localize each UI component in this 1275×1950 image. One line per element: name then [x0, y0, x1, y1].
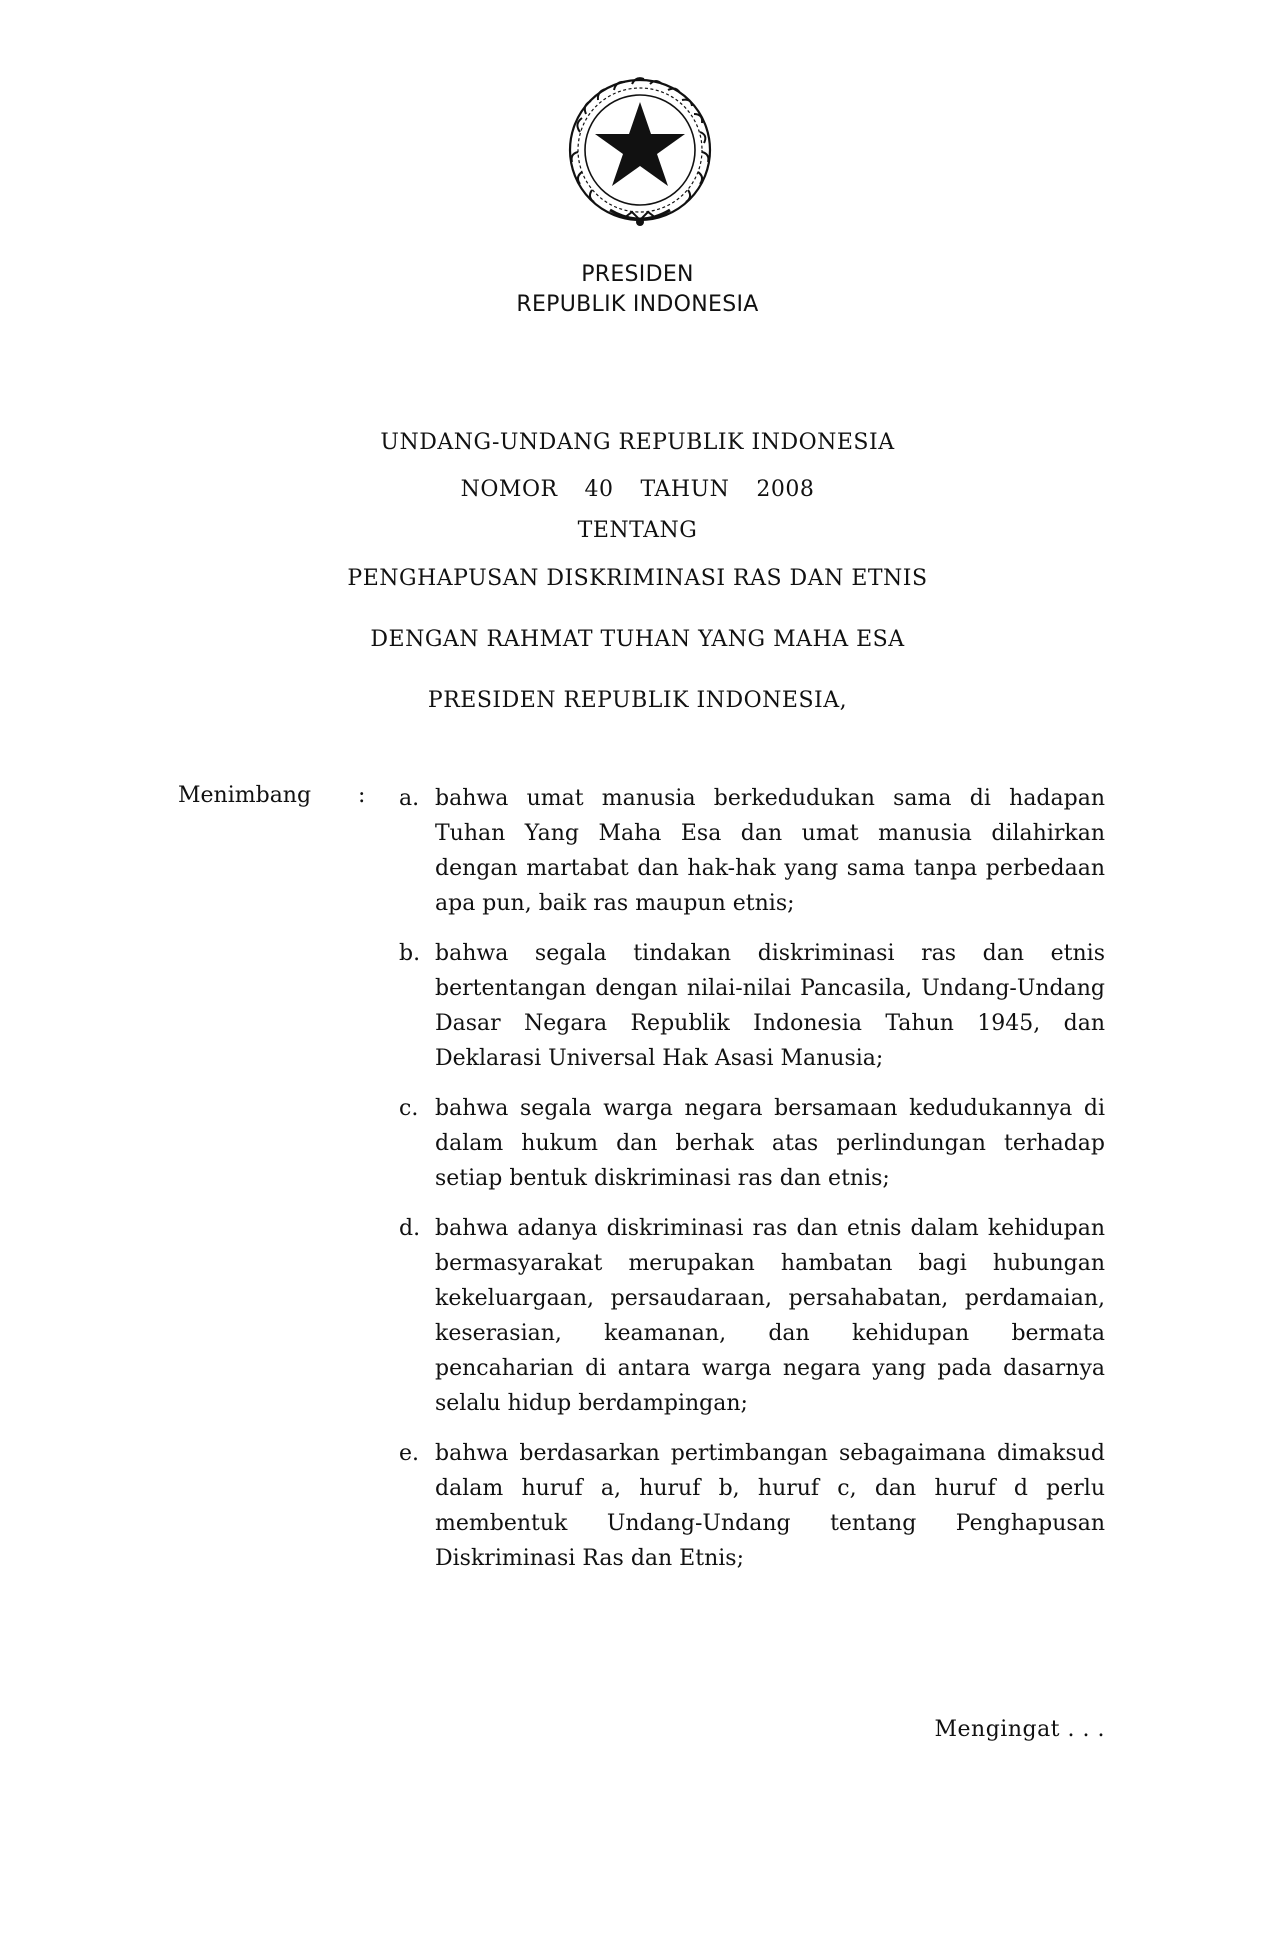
list-item: [380, 781, 1105, 921]
item-text: bahwa berdasarkan pertimbangan sebagaimana dimaksud dalam huruf a, huruf b, huruf c, dan huruf d perlu membentuk Undang-Undang tentang Penghapusan Diskriminasi Ras dan Etnis;: [435, 1441, 1105, 1571]
item-text: bahwa segala tindakan diskriminasi ras dan etnis bertentangan dengan nilai-nilai Pancasila, Undang-Undang Dasar Negara Republik Indonesia Tahun 1945, dan Deklarasi Universal Hak Asasi Manusia;: [435, 941, 1105, 1071]
item-letter: b.: [399, 941, 421, 966]
law-subject: PENGHAPUSAN DISKRIMINASI RAS DAN ETNIS: [347, 566, 928, 591]
blessing-line: DENGAN RAHMAT TUHAN YANG MAHA ESA: [370, 627, 905, 652]
list-item: [380, 1091, 1105, 1196]
item-text: bahwa umat manusia berkedudukan sama di hadapan Tuhan Yang Maha Esa dan umat manusia dilahirkan dengan martabat dan hak-hak yang sama tanpa perbedaan apa pun, baik ras maupun etnis;: [435, 786, 1105, 916]
president-line: PRESIDEN REPUBLIK INDONESIA,: [427, 688, 848, 713]
considering-colon: :: [358, 783, 366, 808]
item-text: bahwa segala warga negara bersamaan kedudukannya di dalam hukum dan berhak atas perlindungan terhadap setiap bentuk diskriminasi ras dan etnis;: [435, 1096, 1105, 1191]
law-title: UNDANG-UNDANG REPUBLIK INDONESIA: [380, 430, 895, 455]
law-about: TENTANG: [577, 518, 698, 543]
considering-label: Menimbang: [178, 783, 312, 808]
header-title-republic: REPUBLIK INDONESIA: [516, 292, 759, 317]
item-letter: a.: [399, 786, 420, 811]
list-item: [380, 1211, 1105, 1421]
header-title-president: PRESIDEN: [581, 262, 694, 287]
considering-list: [380, 781, 1105, 1591]
list-item: [380, 936, 1105, 1076]
item-text: bahwa adanya diskriminasi ras dan etnis dalam kehidupan bermasyarakat merupakan hambatan bagi hubungan kekeluargaan, persaudaraan, persahabatan, perdamaian, keserasian, keamanan, dan kehidupan bermata pencaharian di antara warga negara yang pada dasarnya selalu hidup berdampingan;: [435, 1216, 1105, 1416]
item-letter: c.: [399, 1096, 419, 1121]
law-number: NOMOR 40 TAHUN 2008: [460, 477, 815, 502]
garuda-star-emblem-icon: [558, 72, 722, 236]
item-letter: d.: [399, 1216, 421, 1241]
continuation-note: Mengingat . . .: [934, 1717, 1105, 1742]
list-item: [380, 1436, 1105, 1576]
item-letter: e.: [399, 1441, 420, 1466]
